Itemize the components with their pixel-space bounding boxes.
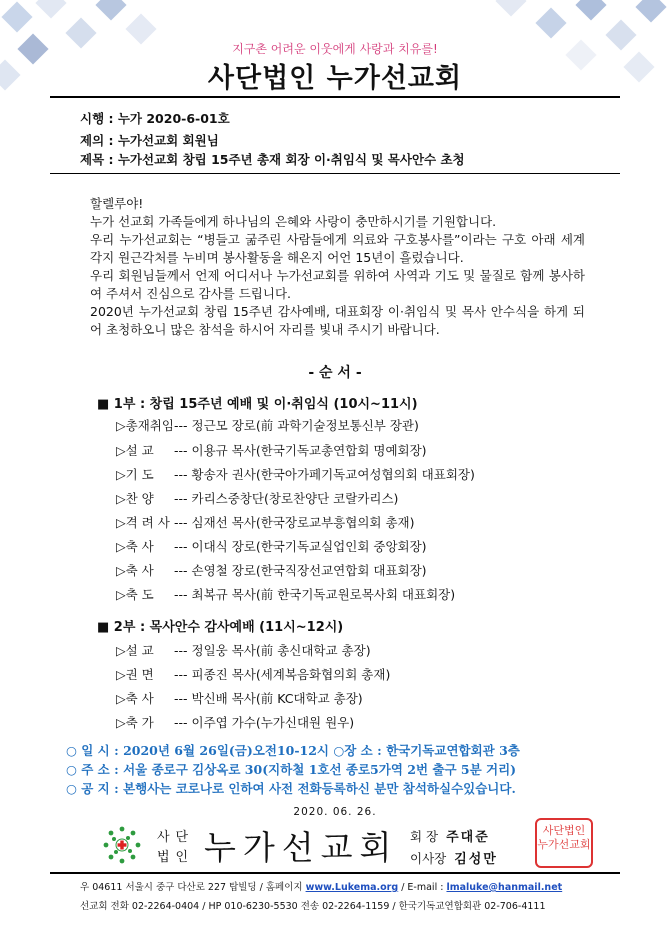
footer-phone-line: 선교회 전화 02-2264-0404 / HP 010-6230-5530 전송 02-2264-1159 / 한국기독교연합회관 02-706-4111 — [80, 901, 546, 912]
org-title: 사단법인 누가선교회 — [207, 63, 463, 94]
signatory-president: 회 장 주대준 — [410, 829, 490, 845]
issue-date: 2020. 06. 26. — [293, 806, 377, 818]
letter-body — [90, 195, 585, 339]
part2-title: ■ 2부 : 목사안수 감사예배 (11시~12시) — [97, 620, 344, 635]
program-item: ▷축 사 --- 박신배 목사(前 KC대학교 총장) — [116, 691, 363, 706]
homepage-link[interactable]: www.Lukema.org — [305, 882, 399, 893]
sadan-label-top: 사단 — [157, 830, 195, 845]
program-item: ▷축 도 --- 최복규 목사(前 한국기독교원로목사회 대표회장) — [116, 587, 456, 602]
signatory-chairman: 이사장 김성만 — [410, 851, 498, 867]
body-paragraph: 2020년 누가선교회 창립 15주년 감사예배, 대표회장 이·취임식 및 목사 안수식을 하게 되어 초청하오니 많은 참석을 하시어 자리를 빛내 주시기 바랍니다. — [90, 304, 585, 337]
program-item: ▷설 교 --- 이용규 목사(한국기독교총연합회 명예회장) — [116, 443, 427, 458]
program-item: ▷축 사 --- 이대식 장로(한국기독교실업인회 중앙회장) — [116, 539, 427, 554]
meta-recipient: 제의 : 누가선교회 회원님 — [80, 133, 219, 148]
program-item: ▷축 사 --- 손영철 장로(한국직장선교연합회 대표회장) — [116, 563, 427, 578]
program-item: ▷격 려 사 --- 심재선 목사(한국장로교부흥협의회 총재) — [116, 515, 415, 530]
mission-logo-icon — [102, 825, 142, 865]
program-item: ▷권 면 --- 피종진 목사(세계복음화협의회 총재) — [116, 667, 391, 682]
body-paragraph: 누가 선교회 가족들에게 하나님의 은혜와 사랑이 충만하시기를 기원합니다. — [90, 214, 497, 229]
meta-issue: 시행 : 누가 2020-6-01호 — [80, 111, 230, 126]
part1-title: ■ 1부 : 창립 15주년 예배 및 이·취임식 (10시~11시) — [97, 397, 418, 412]
title-divider — [50, 96, 620, 98]
org-name-large: 누가선교회 — [204, 828, 399, 867]
program-item: ▷축 가 --- 이주엽 가수(누가신대원 원우) — [116, 715, 355, 730]
program-item: ▷찬 양 --- 카리스중창단(창로찬양단 코랄카리스) — [116, 491, 399, 506]
info-notice: ○ 공 지 : 본행사는 코로나로 인하여 사전 전화등록하신 분만 참석하실수있습니다. — [66, 781, 516, 796]
body-paragraph: 우리 회원님들께서 언제 어디서나 누가선교회를 위하여 사역과 기도 및 물질로 함께 봉사하여 주셔서 진심으로 감사를 드립니다. — [90, 268, 585, 301]
program-item: ▷설 교 --- 정일웅 목사(前 총신대학교 총장) — [116, 643, 371, 658]
email-link[interactable]: lmaluke@hanmail.net — [446, 882, 563, 893]
sadan-label-bottom: 법인 — [157, 850, 195, 865]
order-title: - 순 서 - — [308, 365, 362, 381]
meta-divider — [50, 173, 620, 174]
meta-subject: 제목 : 누가선교회 창립 15주년 총재 회장 이·취임식 및 목사안수 초청 — [80, 152, 465, 167]
greeting: 할렐루야! — [90, 196, 144, 211]
official-seal-stamp: 사단법인 누가선교회 — [535, 818, 593, 868]
footer-address-line: 우 04611 서울시 중구 다산로 227 탑빌딩 / 홈페이지 www.Lukema.org / E-mail : lmaluke@hanmail.net — [80, 882, 563, 893]
program-item: ▷총재취임--- 정근모 장로(前 과학기술정보통신부 장관) — [116, 418, 419, 433]
info-datetime-venue: ○ 일 시 : 2020년 6월 26일(금)오전10-12시 ○장 소 : 한국기독교연합회관 3층 — [66, 743, 520, 758]
footer-divider — [50, 872, 620, 874]
program-item: ▷기 도 --- 황송자 권사(한국아가페기독교여성협의회 대표회장) — [116, 467, 475, 482]
body-paragraph: 우리 누가선교회는 “병들고 굶주린 사람들에게 의료와 구호봉사를”이라는 구호 아래 세계각지 원근각처를 누비며 봉사활동을 해온지 어언 15년이 흘렀습니다. — [90, 232, 585, 265]
info-address: ○ 주 소 : 서울 종로구 김상옥로 30(지하철 1호선 종로5가역 2번 출구 5분 거리) — [66, 762, 517, 777]
slogan: 지구촌 어려운 이웃에게 사랑과 치유를! — [232, 42, 438, 56]
